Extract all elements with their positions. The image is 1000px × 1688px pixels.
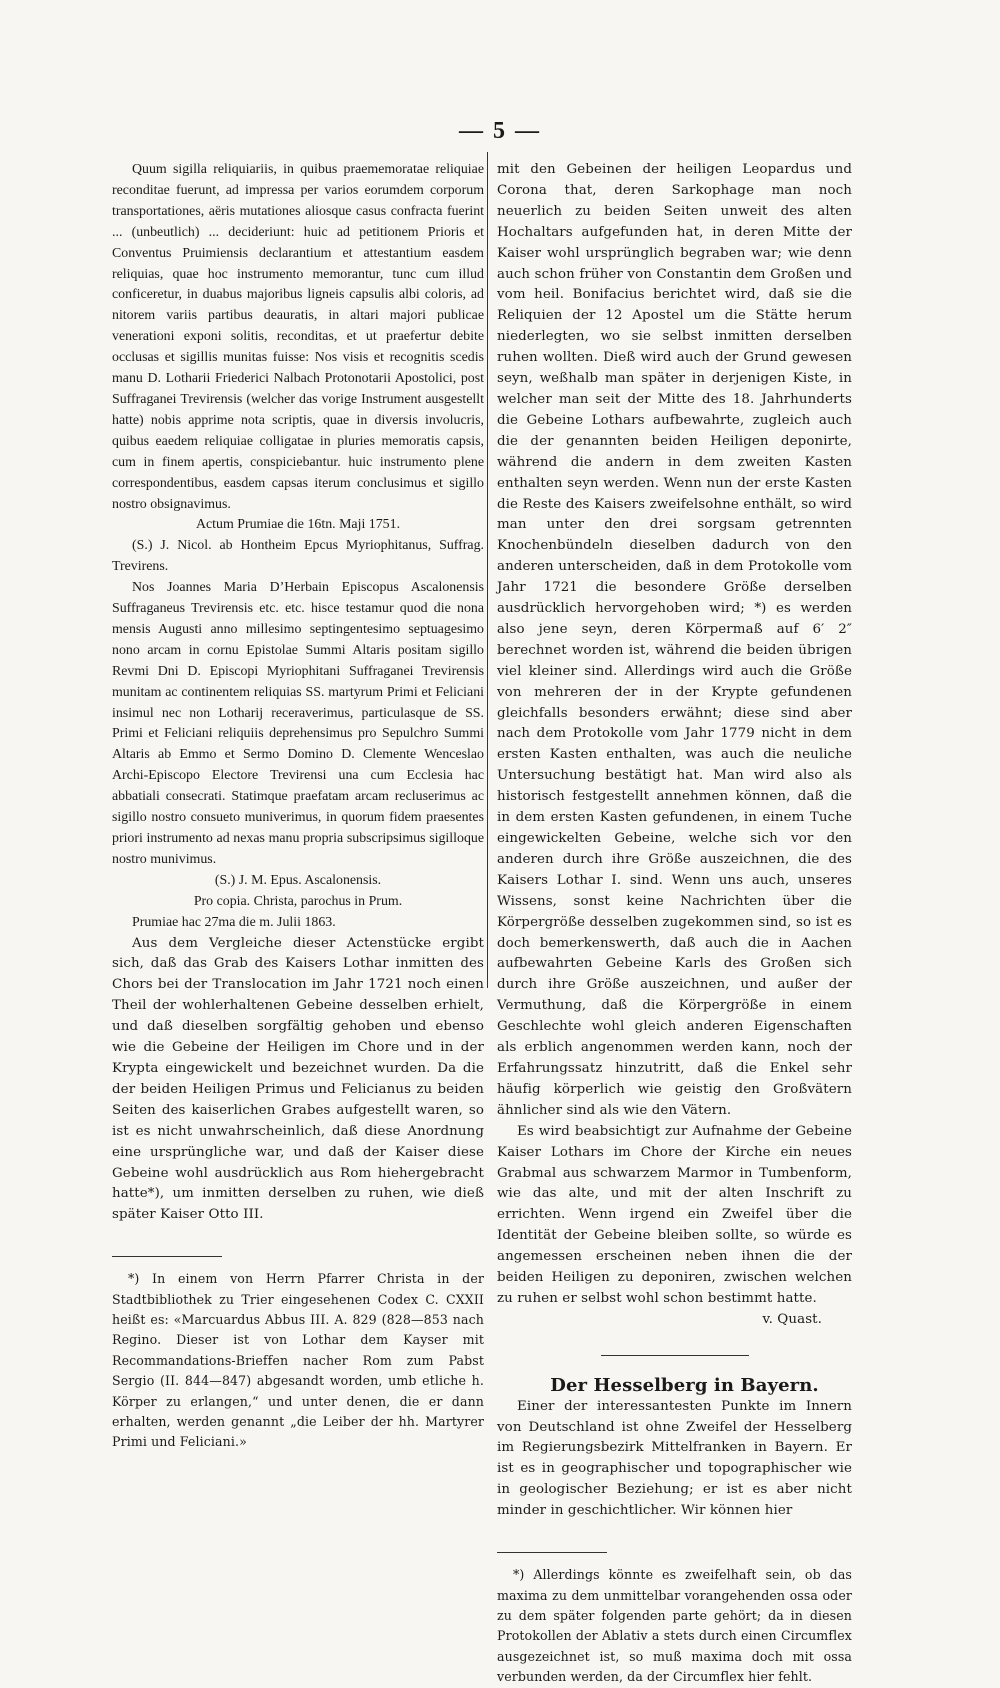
footnote-right-text: *) Allerdings könnte es zweifelhaft sein, ob das maxima zu dem unmittelbar vorangehenden ossa oder zu dem später folgenden parte gehört; da in diesen Protokollen der Ablativ a stets durch einen Circumflex ausgezeichnet ist, so muß maxima doch mit ossa verbunden werden, da der Circumflex hier fehlt. <box>497 1567 852 1685</box>
copy-note: Pro copia. Christa, parochus in Prum. <box>193 893 403 909</box>
actum-line: Actum Prumiae die 16tn. Maji 1751. <box>195 517 401 533</box>
column-divider <box>487 152 488 988</box>
page-number: — 5 — <box>459 118 541 144</box>
latin-paragraph-2: Nos Joannes Maria D’Herbain Episcopus Ascalonensis Suffraganeus Trevirensis etc. etc. hisce testamur quod die nona mensis Augusti anno millesimo septingentesimo septuagesimo nono arcam in cornu Epistolae Summi Altaris positam sigillo Revmi Dni D. Episcopi Myriophitani Suffraganei Trevirensis munitam ac continentem reliquias SS. martyrum Primi et Feliciani insimul nec non Lotharij receraverimus, particulasque de SS. Primi et Feliciani reliquiis deprehensimus pro Sepulchro Summi Altaris ab Emmo et Sermo Domino D. Clemente Wenceslao Archi-Episcopo Electore Trevirensi una cum Ecclesia hac abbatiali consecrati. Statimque praefatam arcam recluserimus ac sigillo nostro consueto muniverimus, in quorum fidem praesentes priori instrumento ad nexas manu propria subscripsimus sigilloque nostro munivimus. <box>112 580 484 867</box>
section-title: Der Hesselberg in Bayern. <box>550 1374 819 1396</box>
right-column <box>497 160 852 1688</box>
left-column <box>112 160 484 1453</box>
signer-ascalonensis: (S.) J. M. Epus. Ascalonensis. <box>214 872 382 888</box>
signer-hontheim: (S.) J. Nicol. ab Hontheim Epcus Myriophitanus, Suffrag. Trevirens. <box>112 538 484 575</box>
german-paragraph-left: Aus dem Vergleiche dieser Actenstücke ergibt sich, daß das Grab des Kaisers Lothar inmitten des Chors bei der Translocation im Jahr 1721 noch einen Theil der wohlerhaltenen Gebeine desselben erhielt, und daß dieselben sorgfältig gehoben und ebenso wie die Gebeine der Heiligen im Chore und in der Krypta eingewickelt und bezeichnet wurden. Da die der beiden Heiligen Primus und Felicianus zu beiden Seiten des kaiserlichen Grabes aufgestellt waren, so ist es nicht unwahrscheinlich, daß diese Anordnung eine ursprüngliche war, und daß der Kaiser diese Gebeine wohl ausdrücklich aus Rom hiehergebracht hatte*), um inmitten derselben zu ruhen, wie dieß später Kaiser Otto III. <box>112 935 484 1223</box>
latin-paragraph-1: Quum sigilla reliquiariis, in quibus praememoratae reliquiae reconditae fuerunt, ad impressa per varios eorumdem corporum transportationes, aëris mutationes aliosque casus confracta fuerint ... (unbeutlich) ... decideriunt: huic ad petitionem Prioris et Conventus Pruimiensis declarantium et attestantium easdem reliquias, quae hoc instrumento memorantur, tunc cum illud conficeretur, in duabus majoribus ligneis capsulis albi coloris, ad nitorem variis partibus deauratis, in altari majori publicae venerationi exponi solitis, reconditas, et ut praefertur debite occlusas et sigillis munitas fuisse: Nos visis et recognitis scedis manu D. Lotharii Friederici Nalbach Protonotarii Apostolici, post Suffraganei Trevirensis (welcher das vorige Instrument ausgestellt hatte) nobis apprime nota scriptis, quae in diversis involucris, quibus eaedem reliquiae colligatae in pluries memoratis capsis, cum in finem apertis, conspiciebantur. huic instrumento plene correspondentibus, easdem capsas iterum conclusimus et sigillo nostro obsignavimus. <box>112 162 484 512</box>
german-paragraph-right-3: Einer der interessantesten Punkte im Innern von Deutschland ist ohne Zweifel der Hesselberg im Regierungsbezirk Mittelfranken in Bayern. Er ist es in geographischer und topographischer wie in geologischer Beziehung; er ist es aber nicht minder in geschichtlicher. Wir können hier <box>497 1398 852 1519</box>
section-rule <box>601 1355 749 1356</box>
footnote-right <box>497 1565 852 1687</box>
author-signature: v. Quast. <box>762 1311 822 1327</box>
prum-date-line: Prumiae hac 27ma die m. Julii 1863. <box>132 914 336 930</box>
footnote-left-text: *) In einem von Herrn Pfarrer Christa in der Stadtbibliothek zu Trier eingesehenen Codex C. CXXII heißt es: «Marcuardus Abbus III. A. 829 (828—853 nach Regino. Dieser ist von Lothar dem Kayser mit Recommandations-Brieffen nacher Rom zum Pabst Sergio (II. 844—847) abgesandt worden, umb etliche h. Körper zu erlangen,“ und unter denen, die er dann erhalten, werden genannt „die Leiber der hh. Martyrer Primi und Feliciani.» <box>112 1271 484 1450</box>
footnote-rule-right <box>497 1552 607 1553</box>
german-paragraph-right-2: Es wird beabsichtigt zur Aufnahme der Gebeine Kaiser Lothars im Chore der Kirche ein neues Grabmal aus schwarzem Marmor in Tumbenform, wie das alte, und mit der alten Inschrift zu errichten. Wenn irgend ein Zweifel über die Identität der Gebeine bleiben sollte, so würde es angemessen erscheinen neben ihnen die der beiden Heiligen zu deponiren, zwischen welchen zu ruhen er selbst wohl schon bestimmt hatte. <box>497 1123 852 1306</box>
german-paragraph-right-1: mit den Gebeinen der heiligen Leopardus und Corona that, deren Sarkophage man noch neuerlich zu beiden Seiten unweit des alten Hochaltars aufgefunden hat, in deren Mitte der Kaiser wohl ursprünglich begraben war; wie denn auch schon früher von Constantin dem Großen und vom heil. Bonifacius berichtet wird, daß sie die Reliquien der 12 Apostel um die Stätte herum niederlegten, wo sie selbst inmitten derselben ruhen wollten. Dieß wird auch der Grund gewesen seyn, weßhalb man später in derjenigen Kiste, in welcher man seit der Mitte des 18. Jahrhunderts die Gebeine Lothars aufbewahrte, zugleich auch die der genannten beiden Heiligen deponirte, während die andern in dem zweiten Kasten enthalten seyn werden. Wenn nun der erste Kasten die Reste des Kaisers zweifelsohne enthält, so wird man unter den drei sorgsam getrennten Knochenbündeln dieselben dadurch von den anderen unterscheiden, daß in dem Protokolle vom Jahr 1721 die besondere Größe derselben ausdrücklich hervorgehoben wird; *) es werden also jene seyn, deren Körpermaß auf 6′ 2″ berechnet worden ist, während die beiden übrigen viel kleiner sind. Allerdings wird auch die Größe von mehreren der in der Krypte gefundenen gleichfalls besonders erwähnt; diese sind aber nach dem Protokolle vom Jahr 1779 nicht in dem ersten Kasten enthalten, was auch die neuliche Untersuchung bestätigt hat. Man wird also als historisch festgestellt annehmen können, daß die in dem ersten Kasten gefundenen, in einem Tuche eingewickelten Gebeine, welche sich vor den anderen durch ihre Größe auszeichnen, die des Kaisers Lothar I. sind. Wenn uns auch, unseres Wissens, sonst keine Nachrichten über die Körpergröße desselben zugekommen sind, so ist es doch bemerkenswerth, daß auch die in Aachen aufbewahrten Gebeine Karls des Großen sich durch ihre Größe auszeichnen, und außer der Vermuthung, daß die Körpergröße in einem Geschlechte wohl gleich anderen Eigenschaften als erblich angenommen werden kann, noch der Erfahrungssatz hinzutritt, daß die Enkel sehr häufig körperlich wie geistig den Großvätern ähnlicher sind als wie den Vätern. <box>497 162 852 1118</box>
footnote-left <box>112 1269 484 1453</box>
footnote-rule-left <box>112 1256 222 1257</box>
